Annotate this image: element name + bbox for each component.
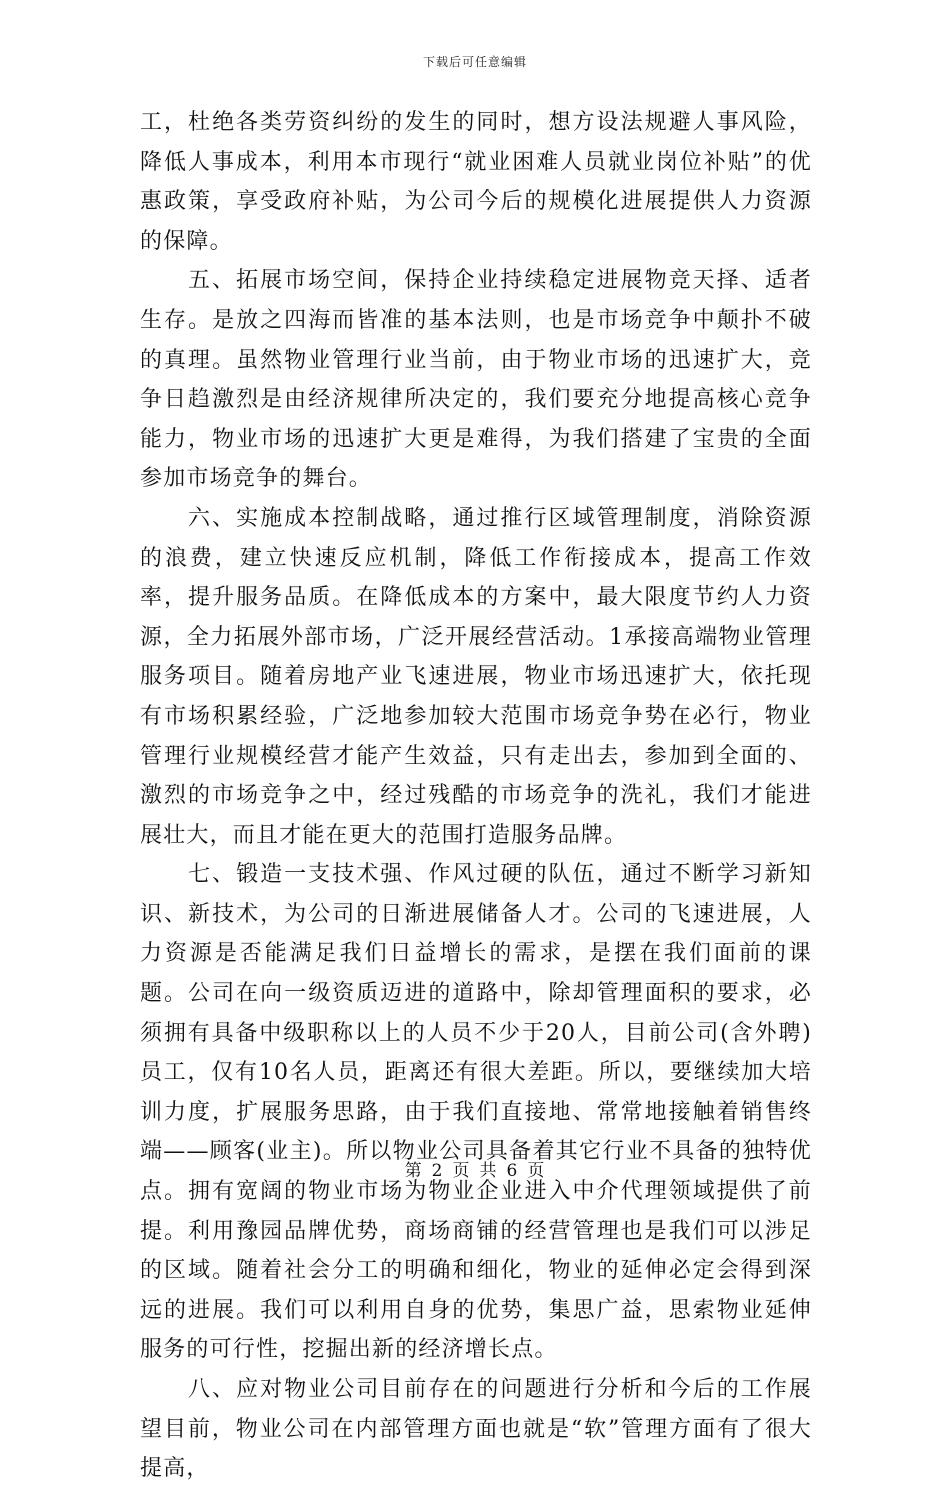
footer-total-pages: 6 [506,1161,519,1181]
paragraph-section-7: 七、锻造一支技术强、作风过硬的队伍，通过不断学习新知识、新技术，为公司的日渐进展储备人才。公司的飞速进展，人力资源是否能满足我们日益增长的需求，是摆在我们面前的课题。公司在向一级资质迈进的道路中，除却管理面积的要求，必须拥有具备中级职称以上的人员不少于20人，目前公司(含外聘)员工，仅有10名人员，距离还有很大差距。所以，要继续加大培训力度，扩展服务思路，由于我们直接地、常常地接触着销售终端——顾客(业主)。所以物业公司具备着其它行业不具备的独特优点。拥有宽阔的物业市场为物业企业进入中介代理领域提供了前提。利用豫园品牌优势，商场商铺的经营管理也是我们可以涉足的区域。随着社会分工的明确和细化，物业的延伸必定会得到深远的进展。我们可以利用自身的优势，集思广益，思索物业延伸服务的可行性，挖掘出新的经济增长点。 [140,862,812,1363]
paragraph-section-6: 六、实施成本控制战略，通过推行区域管理制度，消除资源的浪费，建立快速反应机制，降低工作衔接成本，提高工作效率，提升服务品质。在降低成本的方案中，最大限度节约人力资源，全力拓展外部市场，广泛开展经营活动。1承接高端物业管理服务项目。随着房地产业飞速进展，物业市场迅速扩大，依托现有市场积累经验，广泛地参加较大范围市场竞争势在必行，物业管理行业规模经营才能产生效益，只有走出去，参加到全面的、激烈的市场竞争之中，经过残酷的市场竞争的洗礼，我们才能进展壮大，而且才能在更大的范围打造服务品牌。 [140,505,812,848]
footer-page-prefix: 第 [404,1161,423,1181]
paragraph-continuation: 工，杜绝各类劳资纠纷的发生的同时，想方设法规避人事风险，降低人事成本，利用本市现行“就业困难人员就业岗位补贴”的优惠政策，享受政府补贴，为公司今后的规模化进展提供人力资源的保障。 [140,110,812,254]
footer-page-word: 页 [452,1161,471,1181]
page-header-note: 下载后可任意编辑 [422,55,527,69]
paragraph-section-5: 五、拓展市场空间，保持企业持续稳定进展物竞天择、适者生存。是放之四海而皆准的基本法则，也是市场竞争中颠扑不破的真理。虽然物业管理行业当前，由于物业市场的迅速扩大，竞争日趋激烈是由经济规律所决定的，我们要充分地提高核心竞争能力，物业市场的迅速扩大更是难得，为我们搭建了宝贵的全面参加市场竞争的舞台。 [140,268,812,492]
document-body [140,103,812,1489]
page-number-footer [0,1156,950,1181]
footer-total-prefix: 共 [479,1161,498,1181]
paragraph-section-8: 八、应对物业公司目前存在的问题进行分析和今后的工作展望目前，物业公司在内部管理方面也就是“软”管理方面有了很大提高， [140,1377,812,1482]
footer-total-suffix: 页 [527,1161,546,1181]
footer-current-page: 2 [431,1161,444,1181]
